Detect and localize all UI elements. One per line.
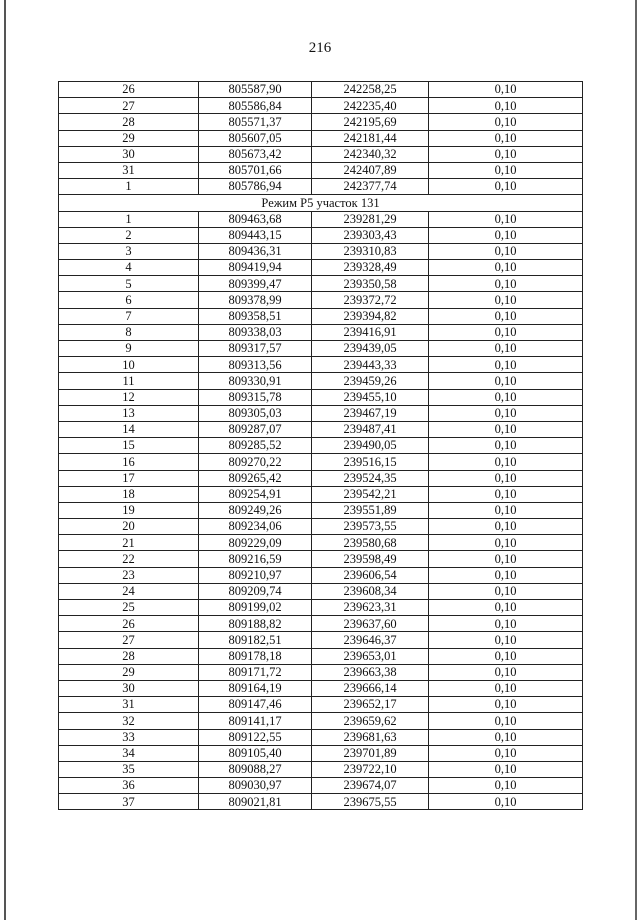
point-number-cell: 29: [59, 130, 199, 146]
accuracy-cell: 0,10: [429, 162, 583, 178]
coordinates-table: [58, 81, 583, 810]
table-row: [59, 389, 583, 405]
point-number-cell: 28: [59, 648, 199, 664]
table-row: [59, 146, 583, 162]
x-coordinate-cell: 809199,02: [199, 600, 312, 616]
point-number-cell: 18: [59, 486, 199, 502]
point-number-cell: 6: [59, 292, 199, 308]
section-title: Режим Р5 участок 131: [59, 195, 583, 211]
y-coordinate-cell: 239328,49: [312, 260, 429, 276]
y-coordinate-cell: 239659,62: [312, 713, 429, 729]
accuracy-cell: 0,10: [429, 438, 583, 454]
y-coordinate-cell: 242195,69: [312, 114, 429, 130]
x-coordinate-cell: 809229,09: [199, 535, 312, 551]
table-row: [59, 502, 583, 518]
point-number-cell: 2: [59, 227, 199, 243]
point-number-cell: 4: [59, 260, 199, 276]
point-number-cell: 22: [59, 551, 199, 567]
point-number-cell: 9: [59, 341, 199, 357]
y-coordinate-cell: 242407,89: [312, 162, 429, 178]
y-coordinate-cell: 239281,29: [312, 211, 429, 227]
point-number-cell: 17: [59, 470, 199, 486]
point-number-cell: 23: [59, 567, 199, 583]
point-number-cell: 28: [59, 114, 199, 130]
point-number-cell: 31: [59, 162, 199, 178]
point-number-cell: 15: [59, 438, 199, 454]
x-coordinate-cell: 809305,03: [199, 405, 312, 421]
accuracy-cell: 0,10: [429, 535, 583, 551]
x-coordinate-cell: 809378,99: [199, 292, 312, 308]
table-row: [59, 794, 583, 810]
x-coordinate-cell: 809182,51: [199, 632, 312, 648]
point-number-cell: 8: [59, 324, 199, 340]
coordinates-table-body: [59, 82, 583, 810]
x-coordinate-cell: 809171,72: [199, 664, 312, 680]
y-coordinate-cell: 239394,82: [312, 308, 429, 324]
y-coordinate-cell: 239580,68: [312, 535, 429, 551]
y-coordinate-cell: 242181,44: [312, 130, 429, 146]
x-coordinate-cell: 809317,57: [199, 341, 312, 357]
table-row: [59, 260, 583, 276]
table-row: [59, 179, 583, 195]
y-coordinate-cell: 239303,43: [312, 227, 429, 243]
accuracy-cell: 0,10: [429, 648, 583, 664]
x-coordinate-cell: 809287,07: [199, 421, 312, 437]
x-coordinate-cell: 809188,82: [199, 616, 312, 632]
table-row: [59, 114, 583, 130]
y-coordinate-cell: 239663,38: [312, 664, 429, 680]
table-row: [59, 778, 583, 794]
y-coordinate-cell: 242235,40: [312, 98, 429, 114]
accuracy-cell: 0,10: [429, 82, 583, 98]
accuracy-cell: 0,10: [429, 357, 583, 373]
accuracy-cell: 0,10: [429, 470, 583, 486]
point-number-cell: 1: [59, 211, 199, 227]
table-row: [59, 729, 583, 745]
table-row: [59, 551, 583, 567]
table-row: [59, 519, 583, 535]
accuracy-cell: 0,10: [429, 567, 583, 583]
table-row: [59, 697, 583, 713]
table-row: [59, 583, 583, 599]
x-coordinate-cell: 809463,68: [199, 211, 312, 227]
accuracy-cell: 0,10: [429, 745, 583, 761]
y-coordinate-cell: 239443,33: [312, 357, 429, 373]
table-row: [59, 761, 583, 777]
table-row: [59, 616, 583, 632]
x-coordinate-cell: 809358,51: [199, 308, 312, 324]
table-row: [59, 745, 583, 761]
point-number-cell: 36: [59, 778, 199, 794]
x-coordinate-cell: 809088,27: [199, 761, 312, 777]
y-coordinate-cell: 239608,34: [312, 583, 429, 599]
y-coordinate-cell: 239646,37: [312, 632, 429, 648]
y-coordinate-cell: 242258,25: [312, 82, 429, 98]
point-number-cell: 10: [59, 357, 199, 373]
accuracy-cell: 0,10: [429, 600, 583, 616]
accuracy-cell: 0,10: [429, 713, 583, 729]
x-coordinate-cell: 809209,74: [199, 583, 312, 599]
y-coordinate-cell: 239490,05: [312, 438, 429, 454]
accuracy-cell: 0,10: [429, 98, 583, 114]
accuracy-cell: 0,10: [429, 324, 583, 340]
y-coordinate-cell: 239598,49: [312, 551, 429, 567]
x-coordinate-cell: 809178,18: [199, 648, 312, 664]
point-number-cell: 5: [59, 276, 199, 292]
table-row: [59, 130, 583, 146]
table-row: [59, 567, 583, 583]
table-row: [59, 632, 583, 648]
x-coordinate-cell: 809265,42: [199, 470, 312, 486]
accuracy-cell: 0,10: [429, 373, 583, 389]
y-coordinate-cell: 239467,19: [312, 405, 429, 421]
y-coordinate-cell: 239637,60: [312, 616, 429, 632]
x-coordinate-cell: 809254,91: [199, 486, 312, 502]
accuracy-cell: 0,10: [429, 583, 583, 599]
accuracy-cell: 0,10: [429, 276, 583, 292]
x-coordinate-cell: 809436,31: [199, 243, 312, 259]
point-number-cell: 7: [59, 308, 199, 324]
y-coordinate-cell: 242340,32: [312, 146, 429, 162]
y-coordinate-cell: 239542,21: [312, 486, 429, 502]
x-coordinate-cell: 809021,81: [199, 794, 312, 810]
accuracy-cell: 0,10: [429, 519, 583, 535]
point-number-cell: 31: [59, 697, 199, 713]
x-coordinate-cell: 809122,55: [199, 729, 312, 745]
table-row: [59, 227, 583, 243]
accuracy-cell: 0,10: [429, 341, 583, 357]
y-coordinate-cell: 239439,05: [312, 341, 429, 357]
x-coordinate-cell: 805586,84: [199, 98, 312, 114]
table-row: [59, 308, 583, 324]
accuracy-cell: 0,10: [429, 632, 583, 648]
x-coordinate-cell: 809030,97: [199, 778, 312, 794]
table-row: [59, 405, 583, 421]
point-number-cell: 33: [59, 729, 199, 745]
y-coordinate-cell: 239701,89: [312, 745, 429, 761]
point-number-cell: 14: [59, 421, 199, 437]
accuracy-cell: 0,10: [429, 486, 583, 502]
point-number-cell: 32: [59, 713, 199, 729]
table-row: [59, 373, 583, 389]
y-coordinate-cell: 239551,89: [312, 502, 429, 518]
point-number-cell: 20: [59, 519, 199, 535]
table-row: [59, 98, 583, 114]
y-coordinate-cell: 239455,10: [312, 389, 429, 405]
accuracy-cell: 0,10: [429, 551, 583, 567]
x-coordinate-cell: 809443,15: [199, 227, 312, 243]
y-coordinate-cell: 239310,83: [312, 243, 429, 259]
y-coordinate-cell: 239606,54: [312, 567, 429, 583]
point-number-cell: 19: [59, 502, 199, 518]
y-coordinate-cell: 239674,07: [312, 778, 429, 794]
x-coordinate-cell: 809315,78: [199, 389, 312, 405]
table-row: [59, 421, 583, 437]
accuracy-cell: 0,10: [429, 308, 583, 324]
y-coordinate-cell: 239653,01: [312, 648, 429, 664]
scan-edge-left: [4, 0, 6, 920]
accuracy-cell: 0,10: [429, 292, 583, 308]
x-coordinate-cell: 809285,52: [199, 438, 312, 454]
table-row: [59, 292, 583, 308]
x-coordinate-cell: 809338,03: [199, 324, 312, 340]
page-number: 216: [308, 40, 332, 56]
table-row: [59, 211, 583, 227]
point-number-cell: 12: [59, 389, 199, 405]
y-coordinate-cell: 242377,74: [312, 179, 429, 195]
point-number-cell: 1: [59, 179, 199, 195]
point-number-cell: 16: [59, 454, 199, 470]
accuracy-cell: 0,10: [429, 729, 583, 745]
accuracy-cell: 0,10: [429, 664, 583, 680]
accuracy-cell: 0,10: [429, 260, 583, 276]
point-number-cell: 13: [59, 405, 199, 421]
point-number-cell: 35: [59, 761, 199, 777]
y-coordinate-cell: 239623,31: [312, 600, 429, 616]
accuracy-cell: 0,10: [429, 502, 583, 518]
y-coordinate-cell: 239573,55: [312, 519, 429, 535]
table-row: [59, 454, 583, 470]
x-coordinate-cell: 805673,42: [199, 146, 312, 162]
accuracy-cell: 0,10: [429, 761, 583, 777]
x-coordinate-cell: 805607,05: [199, 130, 312, 146]
point-number-cell: 11: [59, 373, 199, 389]
x-coordinate-cell: 809210,97: [199, 567, 312, 583]
y-coordinate-cell: 239372,72: [312, 292, 429, 308]
accuracy-cell: 0,10: [429, 616, 583, 632]
y-coordinate-cell: 239675,55: [312, 794, 429, 810]
accuracy-cell: 0,10: [429, 778, 583, 794]
x-coordinate-cell: 809270,22: [199, 454, 312, 470]
point-number-cell: 30: [59, 680, 199, 696]
table-row: [59, 713, 583, 729]
y-coordinate-cell: 239652,17: [312, 697, 429, 713]
y-coordinate-cell: 239487,41: [312, 421, 429, 437]
x-coordinate-cell: 805786,94: [199, 179, 312, 195]
accuracy-cell: 0,10: [429, 405, 583, 421]
table-row: [59, 324, 583, 340]
point-number-cell: 27: [59, 632, 199, 648]
x-coordinate-cell: 809234,06: [199, 519, 312, 535]
accuracy-cell: 0,10: [429, 130, 583, 146]
point-number-cell: 3: [59, 243, 199, 259]
table-row: [59, 162, 583, 178]
table-row: [59, 664, 583, 680]
point-number-cell: 26: [59, 616, 199, 632]
x-coordinate-cell: 809330,91: [199, 373, 312, 389]
x-coordinate-cell: 809249,26: [199, 502, 312, 518]
table-row: [59, 341, 583, 357]
table-row: [59, 276, 583, 292]
table-row: [59, 486, 583, 502]
point-number-cell: 25: [59, 600, 199, 616]
y-coordinate-cell: 239459,26: [312, 373, 429, 389]
point-number-cell: 34: [59, 745, 199, 761]
table-row: [59, 243, 583, 259]
section-header-row: [59, 195, 583, 211]
accuracy-cell: 0,10: [429, 146, 583, 162]
y-coordinate-cell: 239681,63: [312, 729, 429, 745]
x-coordinate-cell: 809141,17: [199, 713, 312, 729]
accuracy-cell: 0,10: [429, 680, 583, 696]
accuracy-cell: 0,10: [429, 227, 583, 243]
table-row: [59, 600, 583, 616]
x-coordinate-cell: 805701,66: [199, 162, 312, 178]
accuracy-cell: 0,10: [429, 243, 583, 259]
x-coordinate-cell: 809105,40: [199, 745, 312, 761]
table-row: [59, 470, 583, 486]
y-coordinate-cell: 239350,58: [312, 276, 429, 292]
accuracy-cell: 0,10: [429, 697, 583, 713]
x-coordinate-cell: 805571,37: [199, 114, 312, 130]
y-coordinate-cell: 239516,15: [312, 454, 429, 470]
point-number-cell: 24: [59, 583, 199, 599]
point-number-cell: 27: [59, 98, 199, 114]
x-coordinate-cell: 809419,94: [199, 260, 312, 276]
x-coordinate-cell: 809313,56: [199, 357, 312, 373]
accuracy-cell: 0,10: [429, 179, 583, 195]
y-coordinate-cell: 239416,91: [312, 324, 429, 340]
accuracy-cell: 0,10: [429, 454, 583, 470]
y-coordinate-cell: 239722,10: [312, 761, 429, 777]
x-coordinate-cell: 809164,19: [199, 680, 312, 696]
point-number-cell: 21: [59, 535, 199, 551]
accuracy-cell: 0,10: [429, 421, 583, 437]
table-row: [59, 357, 583, 373]
point-number-cell: 30: [59, 146, 199, 162]
x-coordinate-cell: 805587,90: [199, 82, 312, 98]
table-row: [59, 648, 583, 664]
x-coordinate-cell: 809216,59: [199, 551, 312, 567]
table-row: [59, 82, 583, 98]
accuracy-cell: 0,10: [429, 211, 583, 227]
table-row: [59, 535, 583, 551]
table-row: [59, 680, 583, 696]
y-coordinate-cell: 239524,35: [312, 470, 429, 486]
x-coordinate-cell: 809147,46: [199, 697, 312, 713]
x-coordinate-cell: 809399,47: [199, 276, 312, 292]
point-number-cell: 37: [59, 794, 199, 810]
point-number-cell: 29: [59, 664, 199, 680]
accuracy-cell: 0,10: [429, 389, 583, 405]
scan-edge-right: [635, 0, 637, 920]
y-coordinate-cell: 239666,14: [312, 680, 429, 696]
table-row: [59, 438, 583, 454]
point-number-cell: 26: [59, 82, 199, 98]
accuracy-cell: 0,10: [429, 794, 583, 810]
accuracy-cell: 0,10: [429, 114, 583, 130]
